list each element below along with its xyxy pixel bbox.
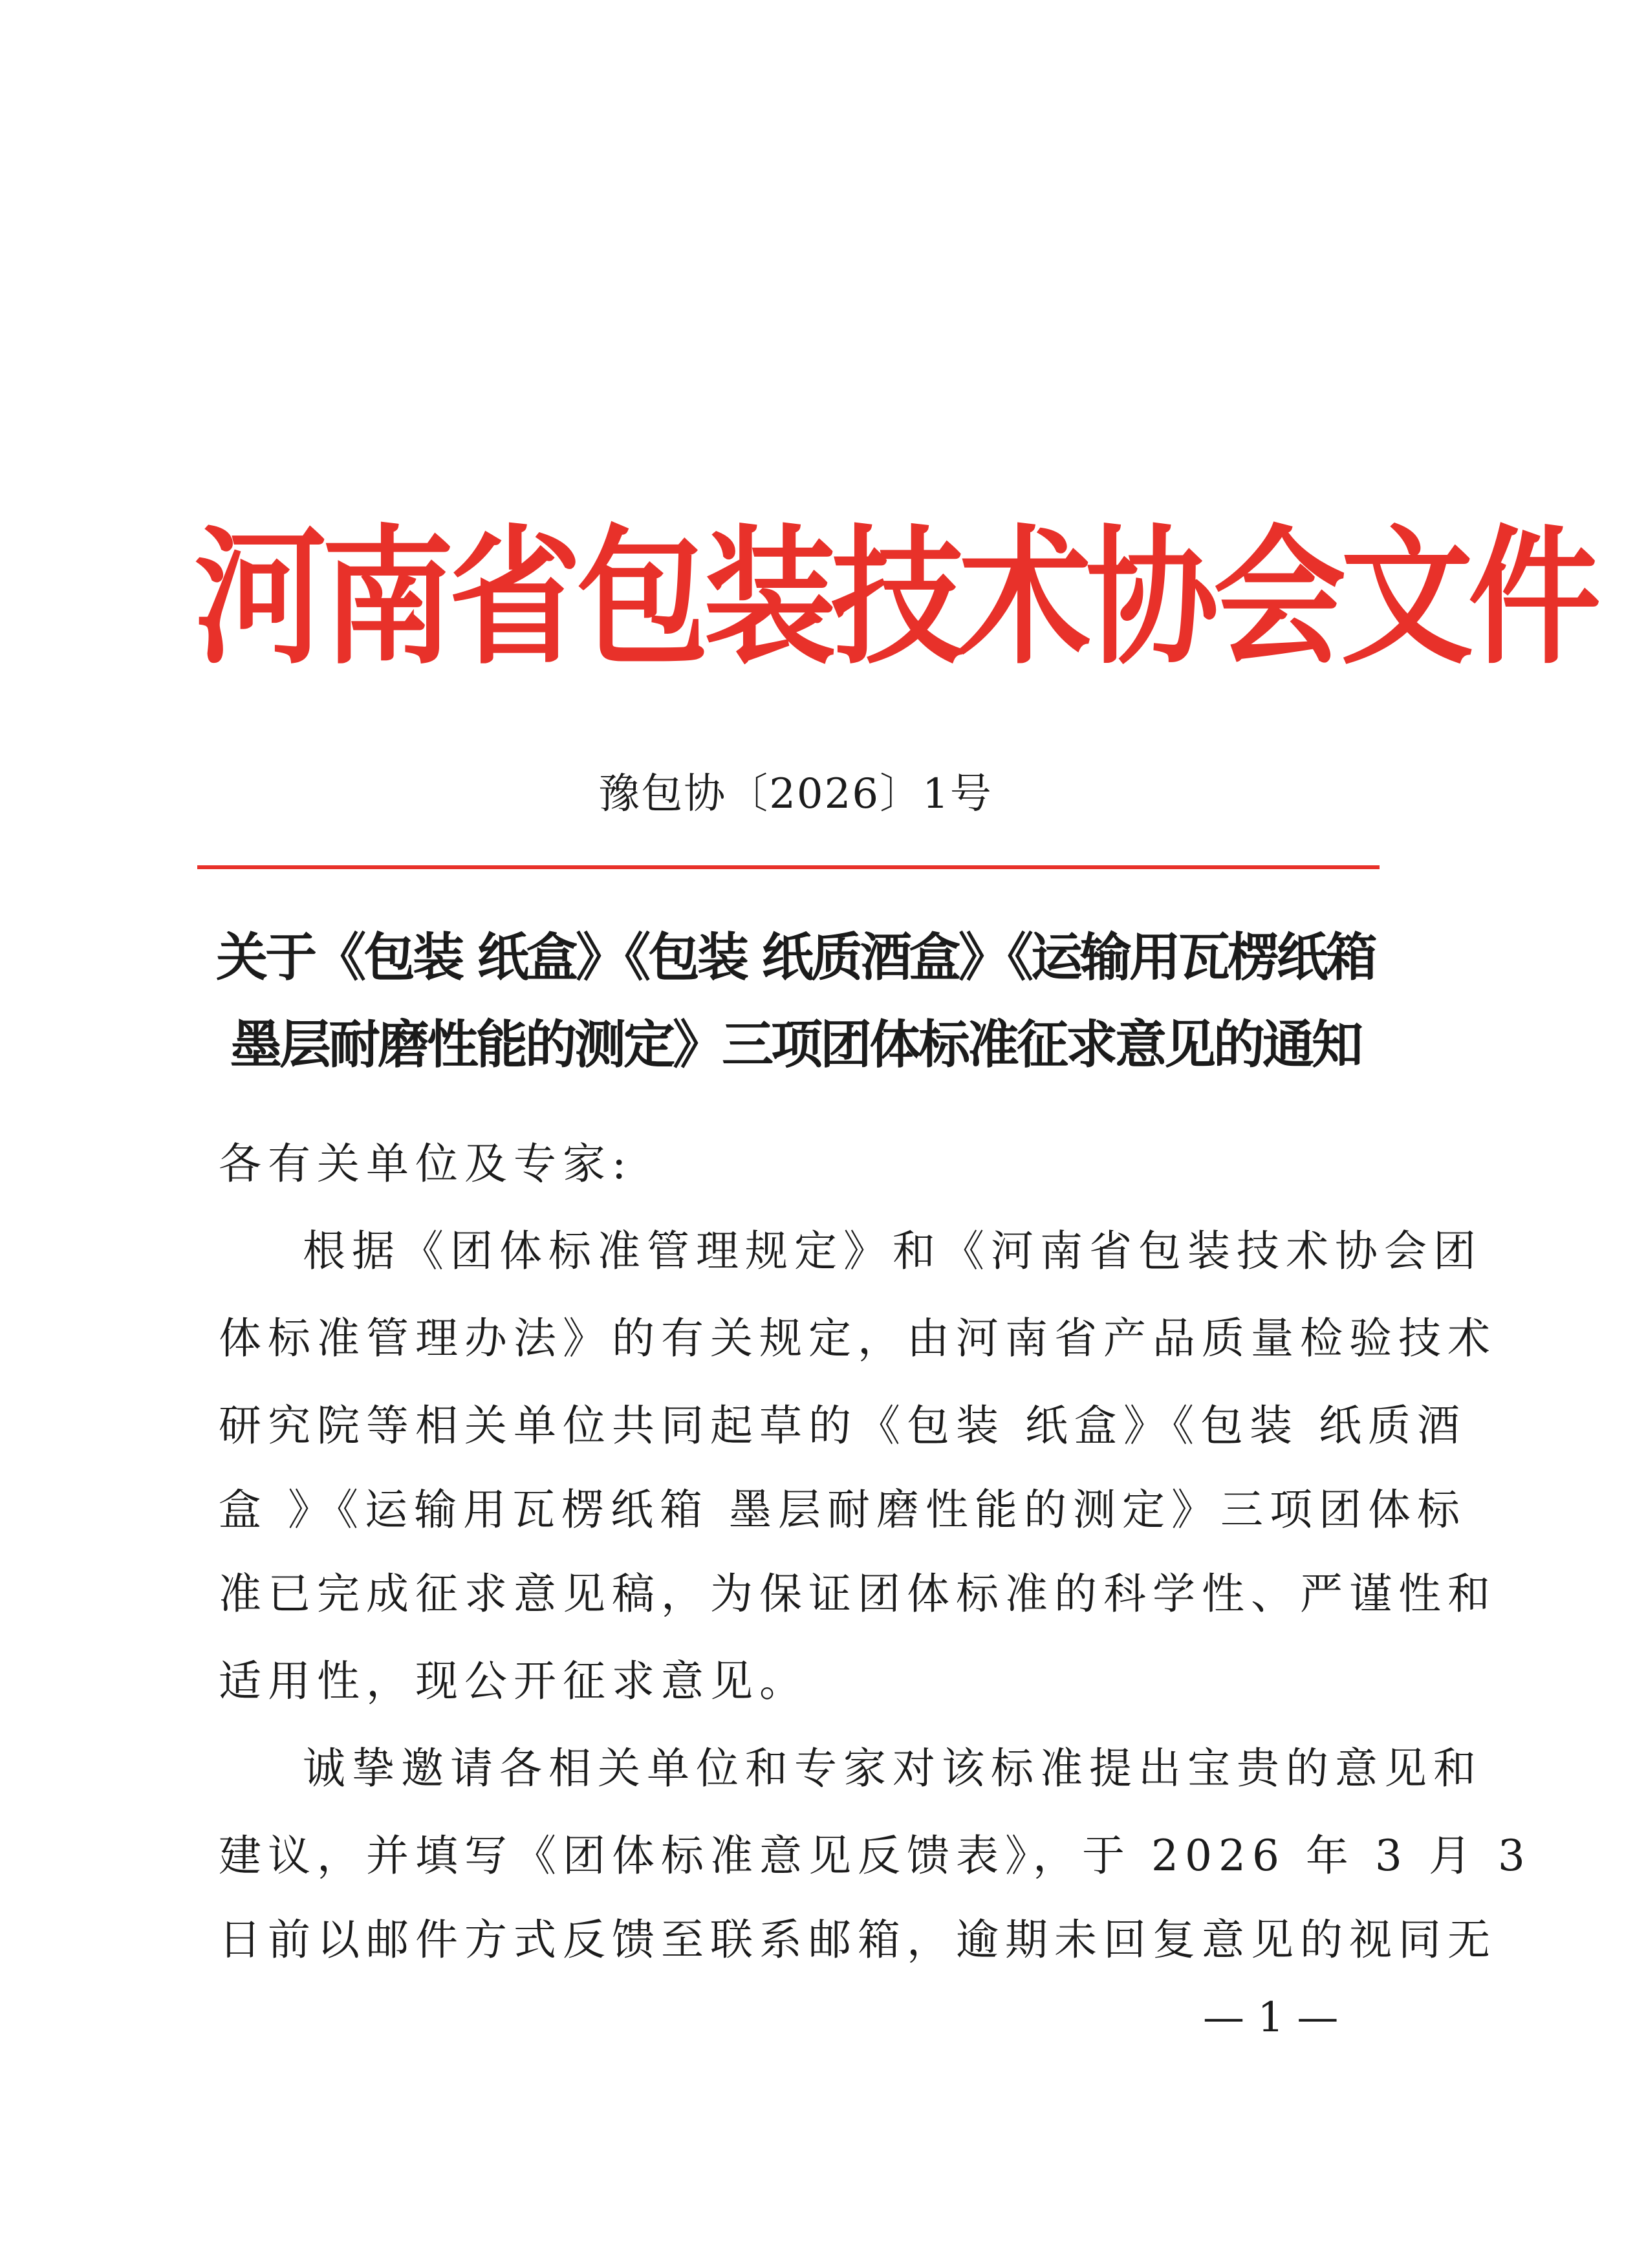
body-line-7: 诚挚邀请各相关单位和专家对该标准提出宝贵的意见和 xyxy=(303,1744,1482,1793)
document-number: 豫包协〔2026〕1号 xyxy=(598,770,993,818)
body-line-3: 研究院等相关单位共同起草的《包装 纸盒》《包装 纸质酒 xyxy=(219,1401,1466,1451)
body-line-4: 盒 》《运输用瓦楞纸箱 墨层耐磨性能的测定》三项团体标 xyxy=(219,1485,1466,1535)
salutation: 各有关单位及专家: xyxy=(219,1139,633,1189)
body-line-6: 适用性，现公开征求意见。 xyxy=(219,1656,808,1706)
notice-title-line-2: 墨层耐磨性能的测定》三项团体标准征求意见的通知 xyxy=(230,1014,1361,1075)
red-divider-line xyxy=(197,865,1380,869)
page-number: — 1 — xyxy=(1203,1994,1339,2042)
body-line-1: 根据《团体标准管理规定》和《河南省包装技术协会团 xyxy=(303,1226,1482,1276)
body-line-2: 体标准管理办法》的有关规定，由河南省产品质量检验技术 xyxy=(219,1313,1497,1363)
notice-title-line-1: 关于《包装 纸盒》《包装 纸质酒盒》《运输用瓦楞纸箱 xyxy=(216,927,1375,988)
body-line-8: 建议，并填写《团体标准意见反馈表》，于 2026 年 3 月 3 xyxy=(219,1831,1532,1881)
body-line-5: 准已完成征求意见稿，为保证团体标准的科学性、严谨性和 xyxy=(219,1569,1497,1619)
masthead-title: 河南省包装技术协会文件 xyxy=(194,511,1596,685)
body-line-9: 日前以邮件方式反馈至联系邮箱，逾期未回复意见的视同无 xyxy=(219,1915,1497,1965)
